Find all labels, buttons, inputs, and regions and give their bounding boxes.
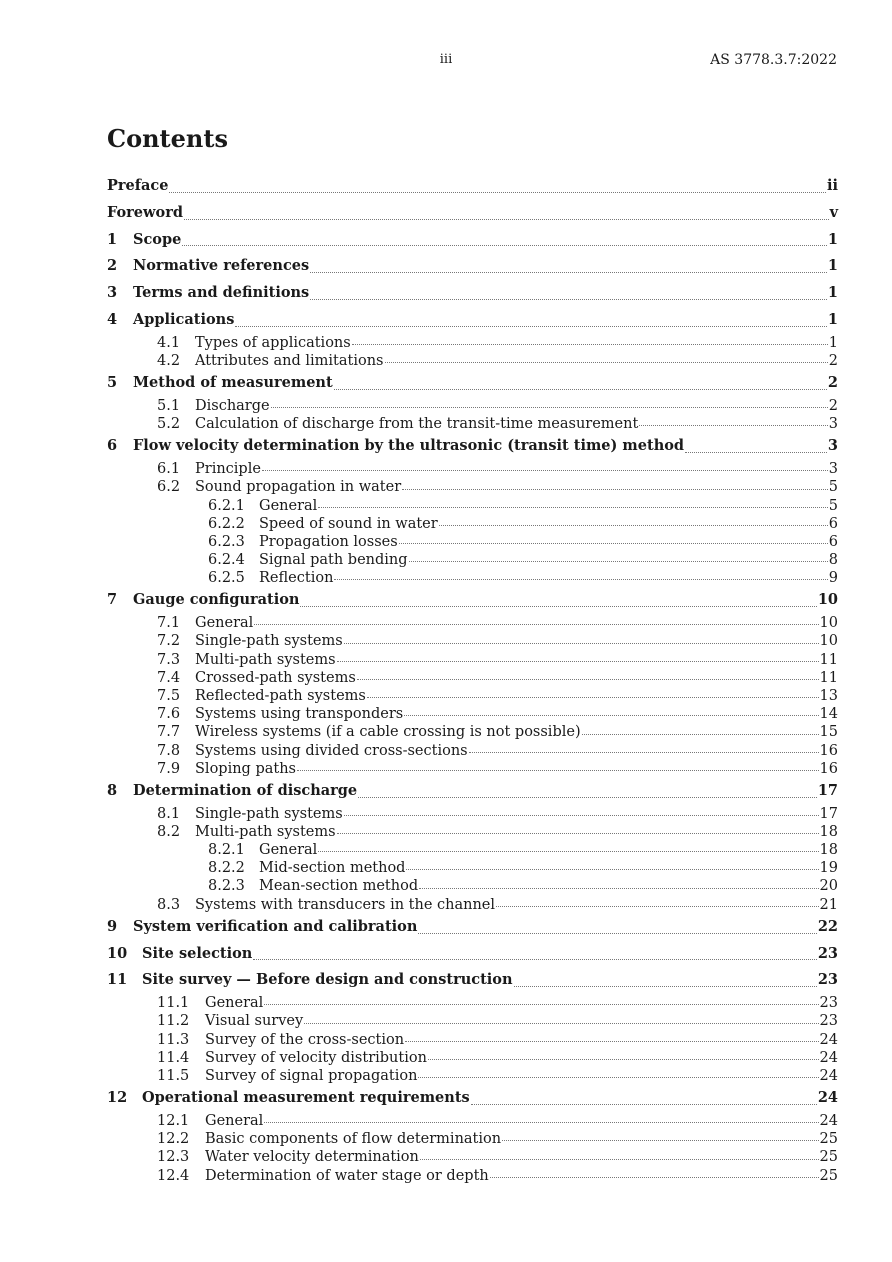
toc-entry-number: 8.3 [157,896,181,913]
dot-leader [685,451,827,453]
toc-entry-title: Systems using transponders [195,706,404,723]
toc-entry-title: System verification and calibration [133,917,418,935]
toc-entry[interactable] [107,742,838,760]
toc-entry-page: 10 [817,591,838,609]
dot-leader [385,361,828,363]
toc-entry-number: 6.2.3 [208,533,245,550]
dot-leader [300,605,816,607]
dot-leader [318,506,827,508]
toc-entry-title: Survey of signal propagation [205,1067,418,1084]
toc-entry[interactable] [107,1012,838,1030]
toc-entry[interactable] [107,227,838,254]
dot-leader [334,578,827,580]
toc-entry-page: 11 [819,669,838,686]
toc-entry[interactable] [107,967,838,994]
toc-entry-number: 4.1 [157,334,181,351]
toc-entry-title: Systems using divided cross-sections [195,742,468,759]
toc-entry-number: 11.3 [157,1031,190,1048]
toc-entry-title: Site selection [142,944,253,962]
toc-entry[interactable] [107,433,838,460]
toc-entry[interactable] [107,1085,838,1112]
toc-entry-title: Mean-section method [259,878,419,895]
toc-entry[interactable] [107,859,838,877]
toc-entry-number: 6.1 [157,461,181,478]
toc-entry[interactable] [107,200,838,227]
toc-entry-page: 24 [817,1089,838,1107]
dot-leader [344,814,819,816]
dot-leader [310,271,827,273]
dot-leader [253,958,816,960]
toc-entry-title: Scope [133,230,182,248]
toc-entry-number: 6 [107,437,118,455]
toc-entry-page: 23 [817,944,838,962]
dot-leader [264,1003,818,1005]
toc-entry-page: ii [826,177,838,194]
dot-leader [471,1103,817,1105]
toc-entry[interactable] [107,253,838,280]
toc-entry-page: 5 [828,479,838,496]
toc-entry[interactable] [107,723,838,741]
toc-entry[interactable] [107,173,838,200]
toc-entry-page: 18 [819,842,838,859]
toc-entry[interactable] [107,1112,838,1130]
toc-entry-title: Survey of the cross-section [205,1031,405,1048]
toc-entry[interactable] [107,569,838,587]
toc-entry-title: Survey of velocity distribution [205,1049,427,1066]
dot-leader [418,932,816,934]
contents-title: Contents [107,124,228,153]
toc-entry-page: 17 [817,781,838,799]
toc-entry-page: 23 [819,995,838,1012]
dot-leader [304,1022,818,1024]
toc-entry-number: 4.2 [157,352,181,369]
toc-entry-page: 16 [819,742,838,759]
toc-entry-number: 8.2.3 [208,878,245,895]
toc-entry-title: Operational measurement requirements [142,1089,470,1107]
dot-leader [639,424,827,426]
toc-entry-title: Mid-section method [259,860,406,877]
dot-leader [428,1058,819,1060]
dot-leader [439,524,828,526]
toc-entry-page: 16 [819,760,838,777]
toc-entry-number: 7.1 [157,615,181,632]
toc-entry-number: 8.2 [157,823,181,840]
toc-entry[interactable] [107,614,838,632]
toc-entry-number: 7.3 [157,651,181,668]
toc-entry-title: Attributes and limitations [195,352,384,369]
toc-entry-page: 9 [828,570,838,587]
toc-entry-title: General [205,1112,264,1129]
toc-entry-title: Multi-path systems [195,823,336,840]
toc-entry-number: 12 [107,1089,128,1107]
toc-entry-page: 20 [819,878,838,895]
dot-leader [264,1121,818,1123]
toc-entry-number: 6.2.1 [208,497,245,514]
toc-entry-title: Method of measurement [133,374,333,392]
dot-leader [358,796,817,798]
toc-entry[interactable] [107,896,838,914]
toc-entry[interactable] [107,551,838,569]
toc-entry[interactable] [107,632,838,650]
toc-entry-title: Foreword [107,203,183,221]
dot-leader [344,642,819,644]
dot-leader [182,244,827,246]
dot-leader [262,469,828,471]
toc-entry-page: 3 [828,461,838,478]
toc-entry-number: 11 [107,971,128,989]
toc-entry-title: Single-path systems [195,805,343,822]
toc-entry-number: 7.8 [157,742,181,759]
dot-leader [297,769,819,771]
toc-entry-title: Applications [133,310,235,328]
toc-entry-title: Determination of discharge [133,781,358,799]
toc-entry-number: 12.2 [157,1131,190,1148]
toc-entry-number: 6.2.4 [208,552,245,569]
toc-entry-page: 13 [819,687,838,704]
table-of-contents [107,173,838,1185]
toc-entry-page: 25 [819,1167,838,1184]
toc-entry-number: 3 [107,284,118,302]
toc-entry[interactable] [107,1148,838,1166]
toc-entry-number: 2 [107,257,118,275]
toc-entry-number: 1 [107,230,118,248]
toc-entry-number: 7.6 [157,706,181,723]
toc-entry-title: Determination of water stage or depth [205,1167,489,1184]
dot-leader [469,751,819,753]
toc-entry-page: 1 [827,257,838,275]
toc-entry-number: 6.2.2 [208,515,245,532]
toc-entry-page: 2 [828,352,838,369]
toc-entry[interactable] [107,669,838,687]
toc-entry[interactable] [107,497,838,515]
toc-entry-title: Single-path systems [195,633,343,650]
toc-entry[interactable] [107,280,838,307]
toc-entry-number: 12.1 [157,1112,190,1129]
toc-entry[interactable] [107,994,838,1012]
toc-entry-title: Calculation of discharge from the transit-time measurement [195,416,639,433]
toc-entry-number: 5.1 [157,397,181,414]
toc-entry-title: Normative references [133,257,310,275]
dot-leader [496,905,819,907]
toc-entry-page: 17 [819,805,838,822]
standard-designation: AS 3778.3.7:2022 [710,52,837,68]
dot-leader [502,1139,818,1141]
toc-entry-page: 24 [819,1049,838,1066]
toc-entry-title: Reflection [259,570,334,587]
dot-leader [337,832,819,834]
toc-entry-title: Multi-path systems [195,651,336,668]
toc-entry-title: Crossed-path systems [195,669,356,686]
toc-entry[interactable] [107,760,838,778]
toc-entry-number: 7.2 [157,633,181,650]
dot-leader [334,388,827,390]
toc-entry-page: 24 [819,1112,838,1129]
toc-entry-page: 18 [819,823,838,840]
dot-leader [254,623,818,625]
toc-entry[interactable] [107,1167,838,1185]
toc-entry-number: 11.4 [157,1049,190,1066]
toc-entry-page: 21 [819,896,838,913]
toc-entry-page: 5 [828,497,838,514]
toc-entry-title: Signal path bending [259,552,408,569]
toc-entry-title: Visual survey [205,1013,304,1030]
toc-entry-title: Basic components of flow determination [205,1131,502,1148]
toc-entry-page: 15 [819,724,838,741]
toc-entry-title: Sloping paths [195,760,296,777]
toc-entry-number: 7.9 [157,760,181,777]
toc-entry-title: General [195,615,254,632]
dot-leader [169,191,826,193]
toc-entry-title: Wireless systems (if a cable crossing is not possible) [195,724,581,741]
dot-leader [184,218,829,220]
toc-entry-title: General [205,995,264,1012]
toc-entry[interactable] [107,460,838,478]
page-number: iii [439,52,453,67]
toc-entry-page: 2 [827,374,838,392]
dot-leader [235,325,827,327]
toc-entry-page: 10 [819,633,838,650]
toc-entry-title: Discharge [195,397,270,414]
toc-entry-number: 11.5 [157,1067,190,1084]
dot-leader [404,714,818,716]
toc-entry-page: 8 [828,552,838,569]
toc-entry-page: 25 [819,1131,838,1148]
toc-entry[interactable] [107,533,838,551]
toc-entry[interactable] [107,1049,838,1067]
toc-entry-page: 1 [827,310,838,328]
toc-entry-number: 7.7 [157,724,181,741]
dot-leader [406,868,818,870]
dot-leader [367,696,819,698]
toc-entry-page: 19 [819,860,838,877]
toc-entry-title: Types of applications [195,334,351,351]
toc-entry-page: 6 [828,533,838,550]
dot-leader [409,560,828,562]
toc-entry[interactable] [107,941,838,968]
toc-entry-title: Propagation losses [259,533,398,550]
toc-entry-page: 23 [819,1013,838,1030]
toc-entry-number: 8.2.1 [208,842,245,859]
dot-leader [402,488,828,490]
toc-entry-number: 12.3 [157,1149,190,1166]
toc-entry-page: 23 [817,971,838,989]
toc-entry[interactable] [107,397,838,415]
toc-entry-page: 22 [817,917,838,935]
toc-entry-number: 7 [107,591,118,609]
toc-entry[interactable] [107,334,838,352]
toc-entry-page: 24 [819,1031,838,1048]
dot-leader [337,660,819,662]
toc-entry-number: 10 [107,944,128,962]
toc-entry[interactable] [107,705,838,723]
toc-entry-number: 5 [107,374,118,392]
toc-entry-page: 11 [819,651,838,668]
toc-entry[interactable] [107,1130,838,1148]
toc-entry[interactable] [107,805,838,823]
toc-entry-title: Flow velocity determination by the ultrasonic (transit time) method [133,437,685,455]
dot-leader [418,1076,818,1078]
toc-entry-page: 3 [828,416,838,433]
toc-entry[interactable] [107,307,838,334]
toc-entry-number: 7.4 [157,669,181,686]
toc-entry-page: 1 [828,334,838,351]
toc-entry-page: 14 [819,706,838,723]
toc-entry[interactable] [107,778,838,805]
toc-entry-page: 10 [819,615,838,632]
toc-entry[interactable] [107,370,838,397]
toc-entry-number: 11.1 [157,995,190,1012]
toc-entry[interactable] [107,687,838,705]
toc-entry[interactable] [107,1031,838,1049]
toc-entry-title: Systems with transducers in the channel [195,896,496,913]
dot-leader [271,406,828,408]
toc-entry[interactable] [107,478,838,496]
dot-leader [405,1040,818,1042]
toc-entry-number: 7.5 [157,687,181,704]
dot-leader [420,1158,819,1160]
toc-entry-number: 8.2.2 [208,860,245,877]
toc-entry-page: 6 [828,515,838,532]
toc-entry-title: Terms and definitions [133,284,310,302]
toc-entry-page: 25 [819,1149,838,1166]
toc-entry-title: General [259,842,318,859]
dot-leader [419,887,818,889]
toc-entry[interactable] [107,914,838,941]
toc-entry-title: General [259,497,318,514]
toc-entry[interactable] [107,841,838,859]
toc-entry-page: 3 [827,437,838,455]
toc-entry-title: Sound propagation in water [195,479,402,496]
toc-entry-page: 24 [819,1067,838,1084]
toc-entry-title: Water velocity determination [205,1149,419,1166]
toc-entry-title: Site survey — Before design and construction [142,971,513,989]
toc-entry[interactable] [107,1067,838,1085]
dot-leader [490,1176,819,1178]
dot-leader [514,985,817,987]
toc-entry[interactable] [107,352,838,370]
toc-entry-page: 1 [827,284,838,302]
toc-entry-number: 6.2.5 [208,570,245,587]
dot-leader [318,850,818,852]
toc-entry-page: 1 [827,230,838,248]
toc-entry-number: 12.4 [157,1167,190,1184]
toc-entry-number: 9 [107,917,118,935]
dot-leader [352,343,828,345]
toc-entry[interactable] [107,587,838,614]
toc-entry-title: Speed of sound in water [259,515,438,532]
dot-leader [399,542,828,544]
toc-entry[interactable] [107,415,838,433]
toc-entry-title: Principle [195,461,261,478]
toc-entry-title: Reflected-path systems [195,687,366,704]
toc-entry-number: 6.2 [157,479,181,496]
dot-leader [582,733,819,735]
toc-entry-page: v [829,203,838,221]
toc-entry-page: 2 [828,397,838,414]
toc-entry-title: Preface [107,177,169,194]
toc-entry-number: 5.2 [157,416,181,433]
dot-leader [357,678,819,680]
toc-entry-title: Gauge configuration [133,591,300,609]
toc-entry-number: 4 [107,310,118,328]
toc-entry[interactable] [107,877,838,895]
toc-entry[interactable] [107,823,838,841]
toc-entry[interactable] [107,651,838,669]
dot-leader [310,298,827,300]
toc-entry-number: 11.2 [157,1013,190,1030]
toc-entry[interactable] [107,515,838,533]
toc-entry-number: 8 [107,781,118,799]
toc-entry-number: 8.1 [157,805,181,822]
